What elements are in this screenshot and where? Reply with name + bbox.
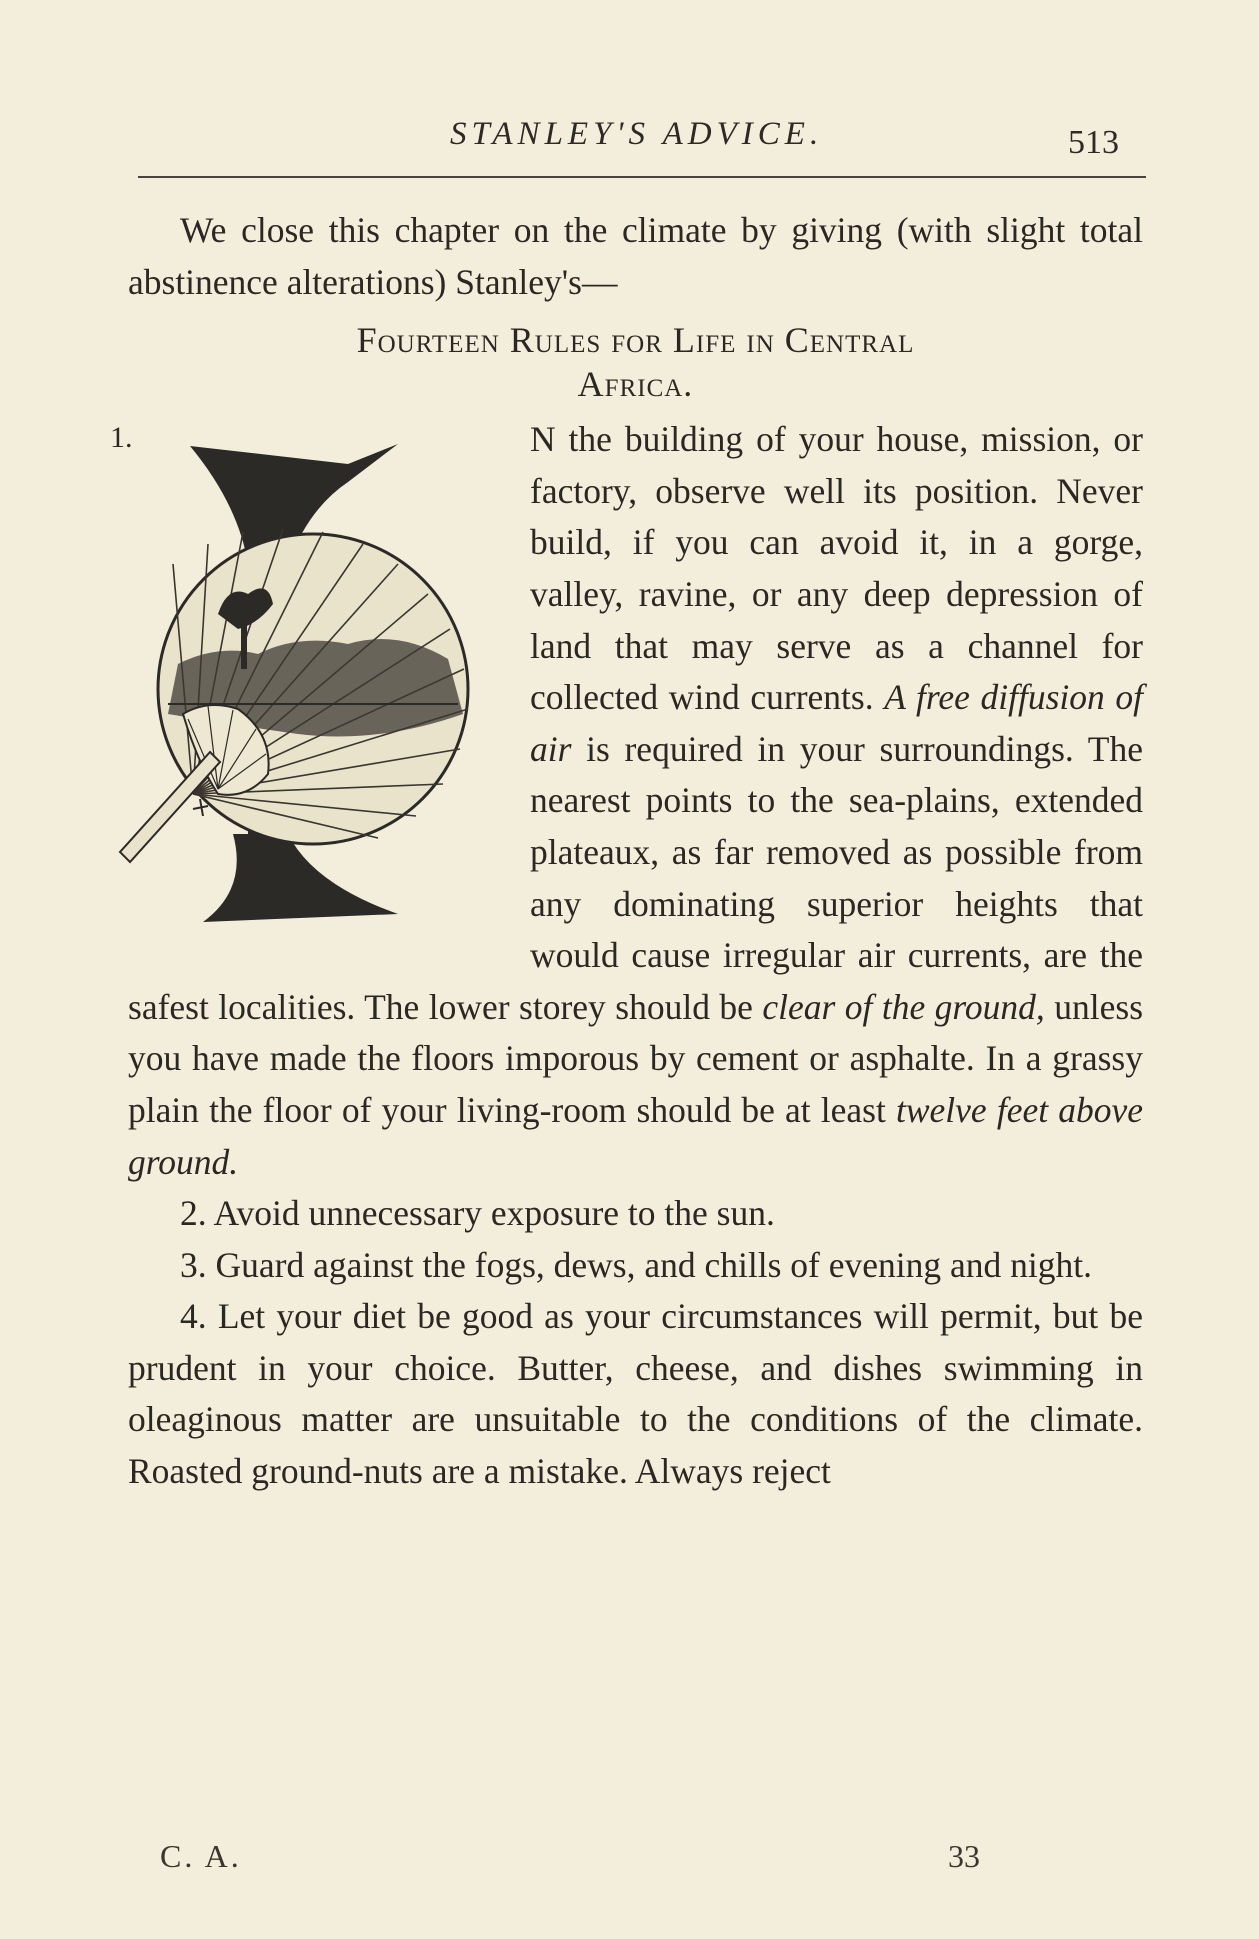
page-footer xyxy=(0,1838,1259,1888)
signature-mark: C. A. xyxy=(160,1838,242,1874)
rule-4-paragraph: 4. Let your diet be good as your circumstances will permit, but be prudent in your choice. Butter, cheese, and dishes swimming in oleaginous matter are unsuitable to the conditions of the climate. Roasted ground-nuts are a mistake. Always reject xyxy=(128,1296,1143,1492)
rule-1-number: 1. xyxy=(110,421,133,455)
section-heading-line-2: Africa. xyxy=(577,364,694,405)
dropcap-illustration xyxy=(98,414,518,939)
section-heading xyxy=(128,318,1143,406)
rule-1-text-part-2: is required in your surroundings. The nearest points to the sea-plains, extended plateaux, as far removed as possible from any dominating superior heights that would cause irregular air currents, are the safest localities. The lower storey should be xyxy=(128,728,1143,1027)
running-title: STANLEY'S ADVICE. xyxy=(450,116,824,152)
rule-1-text-part-1: N the building of your house, mission, or factory, observe well its position. Never build, if you can avoid it, in a gorge, valley, ravine, or any deep depression of land that may serve as a channel for collected wind currents. xyxy=(530,419,1143,718)
intro-paragraph: We close this chapter on the climate by giving (with slight total abstinence alterations) Stanley's— xyxy=(128,210,1143,302)
sheet-number: 33 xyxy=(948,1838,980,1874)
rule-1-emphasis-1: A free diffusion of air xyxy=(530,677,1144,769)
page-number: 513 xyxy=(1068,124,1119,161)
rule-1-paragraph xyxy=(110,414,1144,1188)
ornamental-letter-fan-icon xyxy=(98,414,518,939)
section-heading-line-1: Fourteen Rules for Life in Central xyxy=(356,320,915,361)
running-head xyxy=(0,112,1259,162)
rule-1-emphasis-3: twelve feet above ground. xyxy=(128,1089,1143,1182)
rule-3-paragraph: 3. Guard against the fogs, dews, and chills of evening and night. xyxy=(180,1244,1092,1285)
header-rule xyxy=(138,176,1146,178)
rule-2-paragraph: 2. Avoid unnecessary exposure to the sun. xyxy=(180,1193,775,1234)
rule-1-emphasis-2: clear of the ground, xyxy=(762,986,1045,1027)
body-text xyxy=(110,205,1144,1498)
rule-1-text-part-3: unless you have made the floors imporous by cement or asphalte. In a grassy plain the floor of your living-room should be at least xyxy=(128,986,1144,1130)
